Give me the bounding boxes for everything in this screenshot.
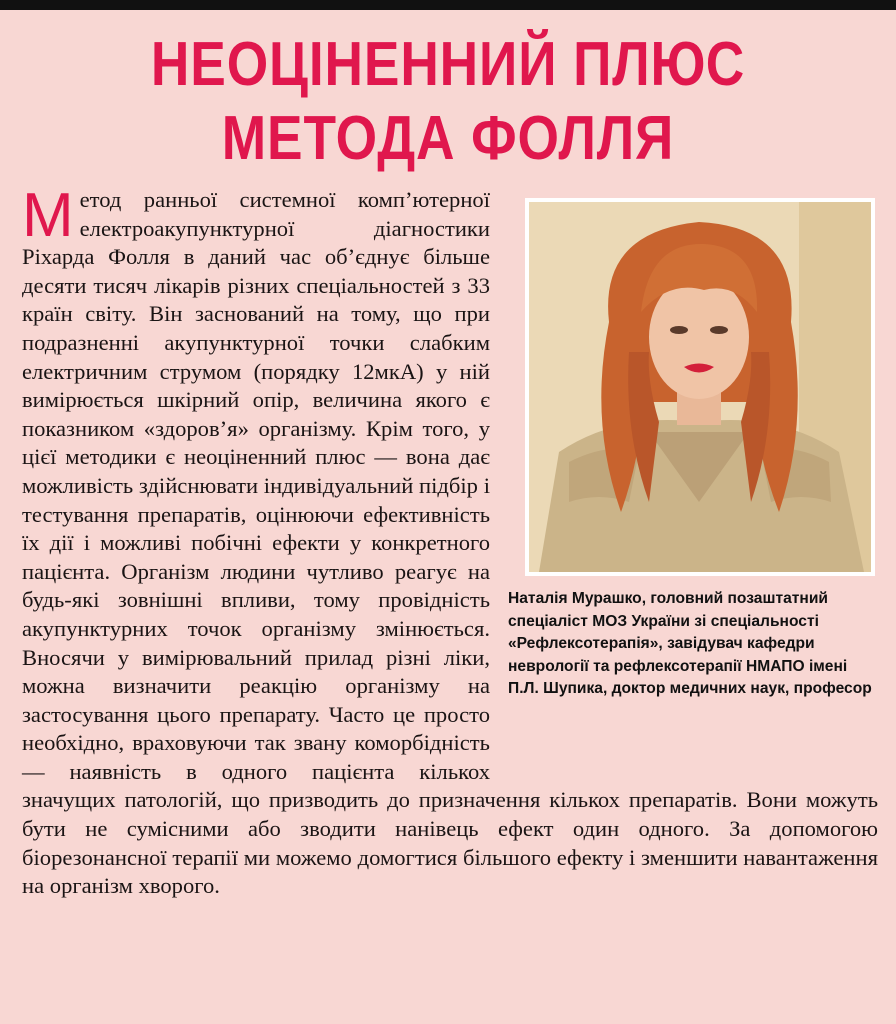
headline-line-2: МЕТОДА ФОЛЛЯ bbox=[221, 104, 675, 173]
photo-caption: Наталія Мурашко, головний позаштатний спеціаліст МОЗ України зі спеціальності «Рефлексотерапія», завідувач кафедри неврології та рефлексотерапії НМАПО імені П.Л. Шупика, доктор медичних наук, професор bbox=[508, 590, 872, 698]
headline bbox=[63, 28, 834, 176]
photo-block bbox=[508, 186, 878, 782]
article-text: етод ранньої системної комп’ютерної електроакупунктурної діагностики Ріхарда Фолля в даний час об’єднує більше десяти тисяч лікарів різних спеціальностей з 33 країн світу. Він заснований на тому, що при подразненні акупунктурної точки слабким електричним струмом (порядку 12мкА) у ній вимірюється шкірний опір, величина якого є показником «здоров’я» організму. Крім того, у цієї методики є неоціненний плюс — вона дає можливість здійснювати індивідуальний підбір і тестування препаратів, оцінюючи ефективність їх дії і можливі побічні ефекти у конкретного пацієнта. Організм людини чутливо реагує на будь-які зовнішні впливи, тому провідність акупунктурних точок організму змінюється. Вносячи у вимірювальний прилад різні ліки, можна визначити реакцію організму на застосування цього препарату. Часто це просто необхідно, враховуючи так звану коморбідність — наявність в одного пацієнта кількох значущих патологій, що призводить до призначення кількох препаратів. Вони можуть бути не сумісними або зводити нанівець ефект один одного. За допомогою біорезонансної терапії ми можемо домогтися більшого ефекту і зменшити навантаження на організм хворого. bbox=[22, 187, 878, 899]
photo-frame bbox=[525, 198, 875, 576]
portrait-photo bbox=[529, 202, 871, 572]
top-rule bbox=[0, 0, 896, 10]
article-body bbox=[22, 181, 878, 901]
portrait-illustration bbox=[529, 202, 871, 572]
drop-cap: М bbox=[22, 181, 74, 250]
headline-line-1: НЕОЦІНЕННИЙ ПЛЮС bbox=[150, 30, 746, 99]
